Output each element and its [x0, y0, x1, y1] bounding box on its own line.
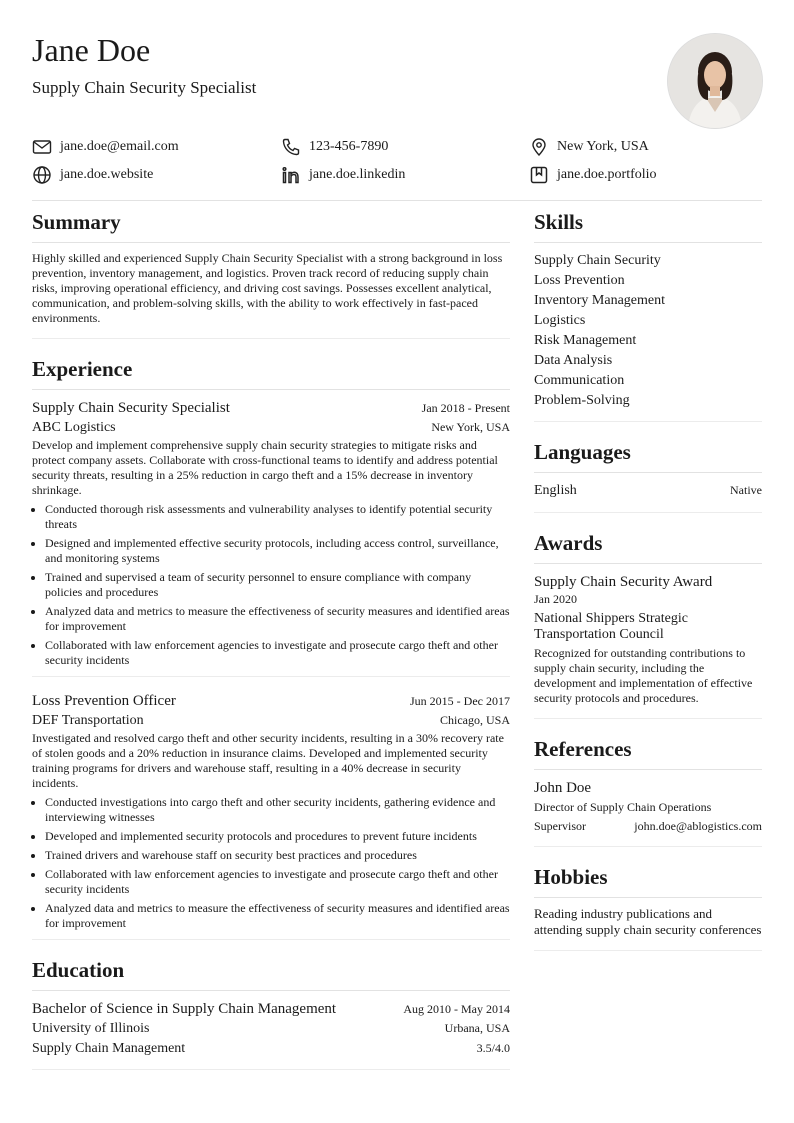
references-section: [534, 733, 762, 847]
skill-item: Loss Prevention: [534, 273, 625, 288]
section-end-divider: [32, 1069, 510, 1070]
experience-section: [32, 353, 510, 940]
job-date: Jun 2015 - Dec 2017: [410, 694, 510, 708]
award-awarder: National Shippers Strategic Transportation Council: [534, 611, 688, 642]
languages-heading: Languages: [534, 440, 631, 464]
job-company: ABC Logistics: [32, 420, 116, 435]
globe-icon: [32, 165, 52, 185]
header-divider: [32, 200, 762, 201]
job-bullets: [32, 795, 510, 931]
reference-relation: Supervisor: [534, 819, 586, 833]
section-divider: [534, 897, 762, 898]
experience-item: [32, 691, 510, 940]
job-bullet: • Collaborated with law enforcement agencies to investigate and prosecute cargo theft and other security incidents: [45, 867, 510, 897]
section-end-divider: [32, 338, 510, 339]
section-end-divider: [534, 846, 762, 847]
job-summary: Investigated and resolved cargo theft and other security incidents, resulting in a 30% recovery rate of stolen goods and a 20% reduction in insurance claims. Developed and implemented security training programs for drivers and warehouse staff, resulting in a 40% decrease in security incidents.: [32, 731, 504, 790]
hobbies-text: Reading industry publications and attending supply chain security conferences: [534, 906, 762, 937]
candidate-name: Jane Doe: [32, 32, 151, 68]
phone-icon: [281, 137, 301, 157]
skills-heading: Skills: [534, 210, 584, 234]
job-company: DEF Transportation: [32, 713, 144, 728]
contact-portfolio[interactable]: [529, 165, 657, 185]
job-bullet: • Collaborated with law enforcement agencies to investigate and prosecute cargo theft and other security incidents: [45, 638, 510, 668]
contact-phone-text[interactable]: 123-456-7890: [309, 139, 389, 154]
job-bullet: • Trained drivers and warehouse staff on security best practices and procedures: [45, 848, 510, 863]
references-heading: References: [534, 737, 632, 761]
languages-section: [534, 436, 762, 513]
contact-portfolio-text[interactable]: jane.doe.portfolio: [557, 167, 657, 182]
education-degree: Bachelor of Science in Supply Chain Management: [32, 1001, 337, 1017]
contact-linkedin[interactable]: [281, 165, 405, 185]
skill-item: Data Analysis: [534, 353, 613, 368]
reference-name: John Doe: [534, 780, 592, 796]
contact-phone[interactable]: [281, 137, 388, 157]
summary-text: Highly skilled and experienced Supply Chain Security Specialist with a strong background in loss prevention, inventory management, and logistics. Proven track record of reducing supply chain risks, improving operational efficiency, and driving cost savings. Possesses excellent analytical, communication, and problem-solving skills, with the ability to work effectively in fast-paced environments.: [32, 251, 503, 325]
education-section: [32, 954, 510, 1070]
job-position: Supply Chain Security Specialist: [32, 400, 230, 416]
section-end-divider: [534, 512, 762, 513]
reference-details: [534, 819, 762, 834]
main-column: [32, 206, 510, 1084]
job-bullets: [32, 502, 510, 668]
skill-item: Communication: [534, 373, 625, 388]
summary-section: [32, 206, 510, 339]
summary-heading: Summary: [32, 210, 121, 234]
job-bullet: • Developed and implemented security protocols and procedures to prevent future incidents: [45, 829, 510, 844]
contact-email-text[interactable]: jane.doe@email.com: [60, 139, 179, 154]
skill-item: Logistics: [534, 313, 586, 328]
mail-icon: [32, 137, 52, 157]
job-bullet: • Analyzed data and metrics to measure the effectiveness of security measures and identified areas for improvement: [45, 604, 510, 634]
skill-item: Risk Management: [534, 333, 637, 348]
section-divider: [534, 242, 762, 243]
section-divider: [534, 563, 762, 564]
contact-location: [529, 137, 649, 157]
job-date: Jan 2018 - Present: [421, 401, 510, 415]
contact-email[interactable]: [32, 137, 179, 157]
language-item: [534, 481, 762, 500]
education-score: 3.5/4.0: [476, 1041, 510, 1055]
reference-email[interactable]: john.doe@ablogistics.com: [634, 819, 762, 833]
language-name: English: [534, 483, 577, 498]
skill-item: Supply Chain Security: [534, 253, 661, 268]
awards-heading: Awards: [534, 531, 603, 555]
skill-item: Inventory Management: [534, 293, 666, 308]
map-pin-icon: [529, 137, 549, 157]
reference-role: Director of Supply Chain Operations: [534, 800, 712, 814]
section-divider: [32, 389, 510, 390]
job-bullet: • Conducted investigations into cargo theft and other security incidents, gathering evidence and interviewing witnesses: [45, 795, 510, 825]
job-bullet: • Designed and implemented effective security protocols, including access control, surveillance, and monitoring systems: [45, 536, 510, 566]
job-position: Loss Prevention Officer: [32, 693, 176, 709]
awards-section: [534, 527, 762, 719]
section-end-divider: [534, 421, 762, 422]
contact-location-text: New York, USA: [557, 139, 649, 154]
job-summary: Develop and implement comprehensive supply chain security strategies to mitigate risks and protect company assets. Collaborate with cross-functional teams to identify and address potential security threats, resulting in a 25% reduction in cargo theft and a 15% decrease in inventory shrinkage.: [32, 438, 498, 497]
award-date: Jan 2020: [534, 592, 577, 606]
skill-item: Problem-Solving: [534, 393, 630, 408]
section-divider: [534, 472, 762, 473]
award-name: Supply Chain Security Award: [534, 574, 713, 590]
section-divider: [32, 990, 510, 991]
contact-linkedin-text[interactable]: jane.doe.linkedin: [309, 167, 406, 182]
education-area: Supply Chain Management: [32, 1041, 186, 1056]
contact-website[interactable]: [32, 165, 153, 185]
job-bullet: • Conducted thorough risk assessments and vulnerability analyses to identify potential security threats: [45, 502, 510, 532]
award-summary: Recognized for outstanding contributions to supply chain security, including the development and implementation of effective security protocols and procedures.: [534, 646, 753, 705]
job-bullet: • Trained and supervised a team of security personnel to ensure compliance with company policies and procedures: [45, 570, 510, 600]
hobbies-section: [534, 861, 762, 951]
linkedin-icon: [281, 165, 301, 185]
section-divider: [32, 242, 510, 243]
job-location: Chicago, USA: [440, 713, 510, 727]
section-divider: [534, 769, 762, 770]
education-location: Urbana, USA: [444, 1021, 510, 1035]
job-location: New York, USA: [431, 420, 510, 434]
experience-item: [32, 398, 510, 677]
bookmark-icon: [529, 165, 549, 185]
item-divider: [32, 676, 510, 677]
candidate-headline: Supply Chain Security Specialist: [32, 78, 257, 97]
experience-heading: Experience: [32, 357, 133, 381]
education-date: Aug 2010 - May 2014: [403, 1002, 510, 1016]
profile-photo: [667, 33, 763, 129]
sidebar-column: [534, 206, 762, 965]
profile-photo-illustration: [668, 34, 762, 128]
contact-website-text[interactable]: jane.doe.website: [60, 167, 154, 182]
language-level: Native: [730, 483, 762, 497]
section-end-divider: [534, 950, 762, 951]
job-bullet: • Analyzed data and metrics to measure the effectiveness of security measures and identified areas for improvement: [45, 901, 510, 931]
education-school: University of Illinois: [32, 1021, 150, 1036]
education-heading: Education: [32, 958, 125, 982]
hobbies-heading: Hobbies: [534, 865, 608, 889]
skills-section: [534, 206, 762, 422]
item-divider: [32, 939, 510, 940]
section-end-divider: [534, 718, 762, 719]
